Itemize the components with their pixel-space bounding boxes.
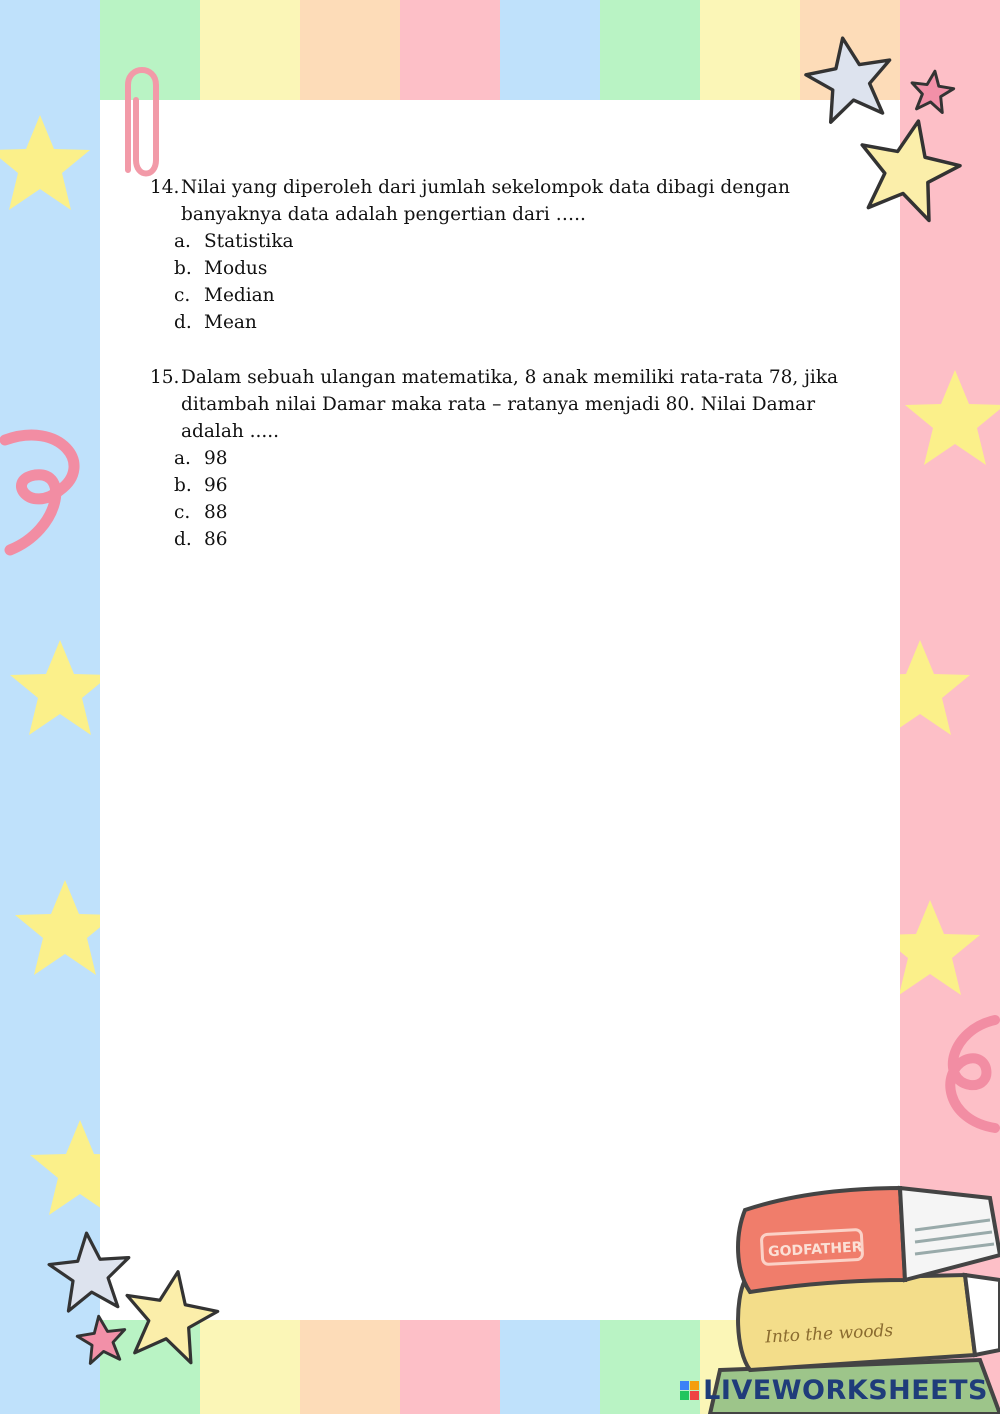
book-label-middle: Into the woods xyxy=(764,1320,894,1348)
option-letter: c. xyxy=(174,502,191,523)
option-text: Mean xyxy=(204,312,257,333)
star-icon xyxy=(75,1313,129,1365)
option-text: 96 xyxy=(204,475,228,496)
paper-clip-icon xyxy=(108,60,168,185)
star-icon xyxy=(905,370,1000,465)
option-item[interactable] xyxy=(150,445,880,472)
logo-square xyxy=(680,1381,689,1390)
option-text: Median xyxy=(204,285,275,306)
option-text: 98 xyxy=(204,448,228,469)
option-item[interactable] xyxy=(150,255,880,282)
bottom-left-stars xyxy=(40,1225,220,1375)
option-letter: a. xyxy=(174,448,191,469)
question-15 xyxy=(150,364,880,553)
question-number: 15. xyxy=(150,367,180,388)
option-letter: c. xyxy=(174,285,191,306)
option-text: Statistika xyxy=(204,231,294,252)
brand-name: LIVEWORKSHEETS xyxy=(703,1375,988,1406)
question-14 xyxy=(150,174,880,336)
option-letter: d. xyxy=(174,529,192,550)
star-icon xyxy=(10,640,110,735)
question-text: Nilai yang diperoleh dari jumlah sekelompok data dibagi dengan banyaknya data adalah pengertian dari ….. xyxy=(181,177,790,225)
option-item[interactable] xyxy=(150,499,880,526)
logo-square xyxy=(680,1391,689,1400)
logo-square xyxy=(690,1391,699,1400)
option-letter: a. xyxy=(174,231,191,252)
option-text: 86 xyxy=(204,529,228,550)
star-icon xyxy=(909,68,956,113)
option-item[interactable] xyxy=(150,472,880,499)
option-letter: b. xyxy=(174,258,192,279)
book-label-top: GODFATHER xyxy=(767,1239,863,1261)
liveworksheets-logo-icon xyxy=(680,1381,699,1400)
option-item[interactable] xyxy=(150,309,880,336)
option-item[interactable] xyxy=(150,282,880,309)
option-item[interactable] xyxy=(150,526,880,553)
option-letter: b. xyxy=(174,475,192,496)
swirl-decoration xyxy=(0,420,110,570)
option-letter: d. xyxy=(174,312,192,333)
option-text: 88 xyxy=(204,502,228,523)
liveworksheets-brand[interactable] xyxy=(680,1375,988,1406)
options-list xyxy=(150,228,880,336)
option-item[interactable] xyxy=(150,228,880,255)
question-number: 14. xyxy=(150,177,180,198)
star-icon xyxy=(801,31,899,125)
star-icon xyxy=(0,115,90,210)
star-icon xyxy=(118,1264,220,1366)
star-icon xyxy=(47,1230,133,1313)
options-list xyxy=(150,445,880,553)
swirl-decoration xyxy=(930,1010,1000,1140)
option-text: Modus xyxy=(204,258,268,279)
question-text: Dalam sebuah ulangan matematika, 8 anak memiliki rata-rata 78, jika ditambah nilai Damar maka rata – ratanya menjadi 80. Nilai Damar adalah ..... xyxy=(181,367,839,442)
logo-square xyxy=(690,1381,699,1390)
